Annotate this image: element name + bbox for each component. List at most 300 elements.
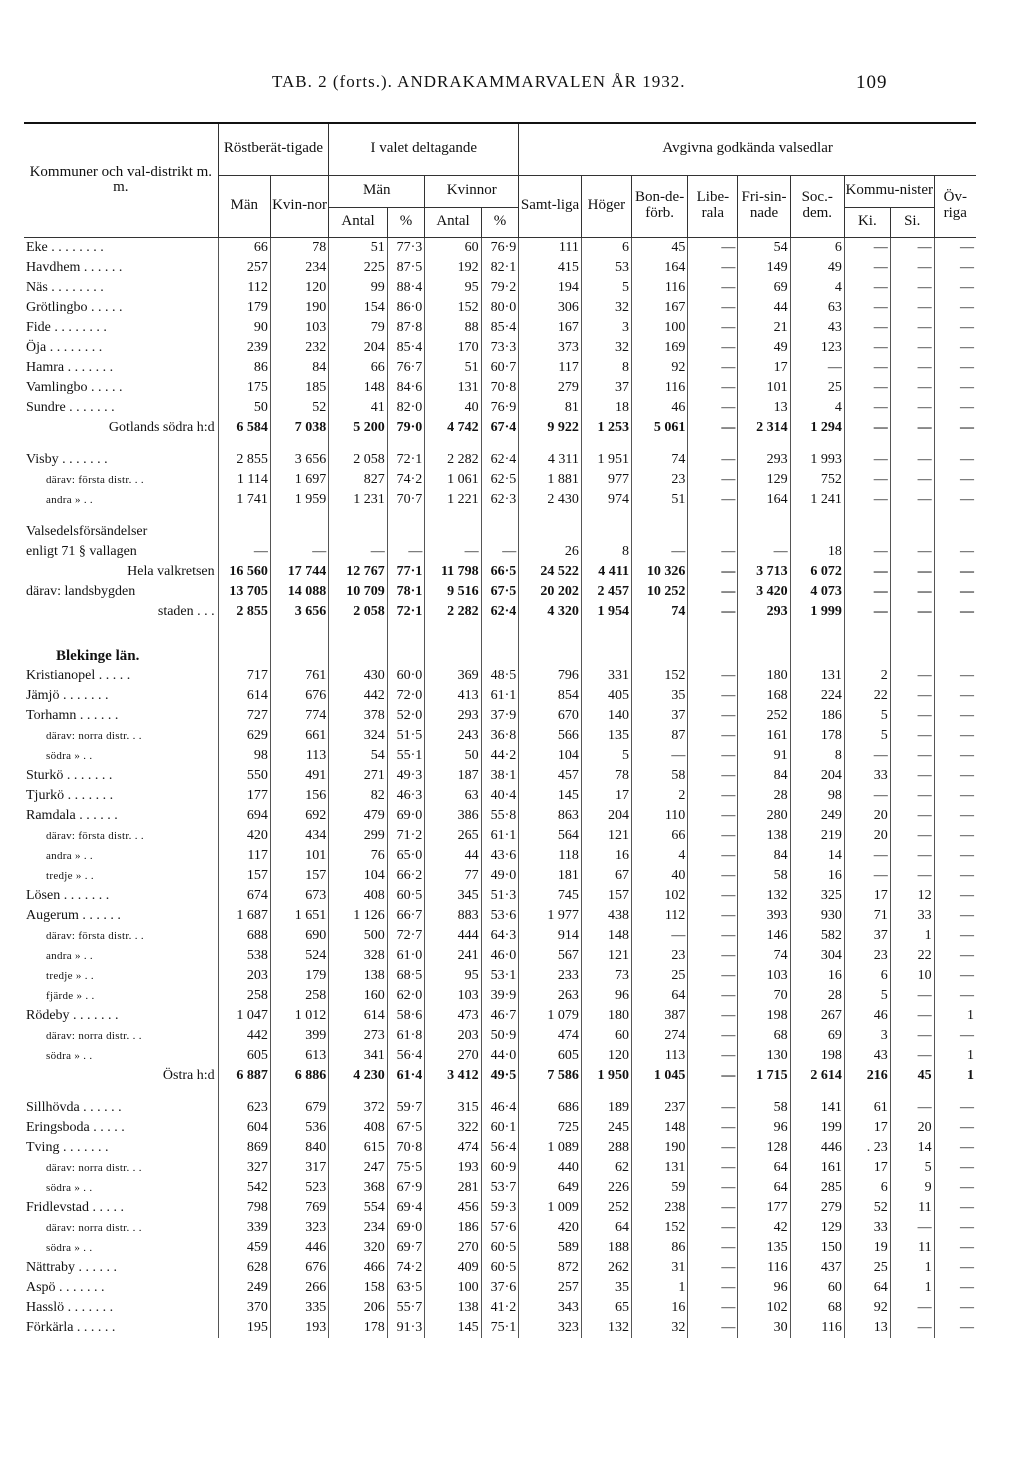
cell-col-13: —	[844, 258, 890, 278]
cell-col-11: 54	[738, 237, 790, 258]
cell-col-8: 32	[581, 298, 631, 318]
cell-col-15: —	[960, 907, 974, 923]
col-liberala: Libe-rala	[688, 175, 738, 237]
cell-col-10: —	[688, 866, 738, 886]
cell-col-3: 328	[329, 946, 387, 966]
cell-col-4: 46·3	[387, 786, 425, 806]
cell-col-1: 604	[218, 1118, 270, 1138]
cell-col-2: 761	[270, 666, 328, 686]
cell-col-1: 195	[218, 1318, 270, 1338]
cell-col-9: 58	[631, 766, 687, 786]
cell-col-13: —	[844, 278, 890, 298]
spacer-cell	[631, 622, 687, 634]
row-label: södra » . .	[24, 1046, 218, 1066]
cell-col-5: 186	[425, 1218, 481, 1238]
row-label: därav: första distr. . .	[24, 926, 218, 946]
spacer-cell	[270, 1086, 328, 1098]
table-row	[24, 1138, 976, 1158]
cell-col-3: 2 058	[329, 602, 387, 622]
cell-col-6: 82·1	[481, 258, 519, 278]
cell-col-15: —	[960, 667, 974, 683]
cell-col-15: —	[960, 583, 974, 599]
row-label: Sundre . . . . . . .	[24, 398, 218, 418]
cell-col-9: 46	[631, 398, 687, 418]
cell-col-5: 322	[425, 1118, 481, 1138]
cell-col-3: 99	[329, 278, 387, 298]
spacer-cell	[329, 510, 387, 522]
cell-col-8: 331	[581, 666, 631, 686]
cell-col-14: —	[890, 278, 934, 298]
cell-col-3: 271	[329, 766, 387, 786]
cell-col-5: 265	[425, 826, 481, 846]
cell-col-14: —	[890, 866, 934, 886]
row-label: andra » . .	[24, 490, 218, 510]
cell-col-8: 5	[581, 278, 631, 298]
cell-col-10: —	[688, 746, 738, 766]
cell-col-11: 393	[738, 906, 790, 926]
cell-col-6: 41·2	[481, 1298, 519, 1318]
spacer-cell	[631, 634, 687, 646]
cell-col-5: 243	[425, 726, 481, 746]
cell-col-13: 37	[844, 926, 890, 946]
cell-col-1: 538	[218, 946, 270, 966]
cell-col-1: 869	[218, 1138, 270, 1158]
cell-col-12: 930	[790, 906, 844, 926]
cell-col-11: 28	[738, 786, 790, 806]
table-row	[24, 522, 976, 542]
cell-col-14: —	[890, 786, 934, 806]
cell-col-8: 16	[581, 846, 631, 866]
cell-col-12: 16	[790, 966, 844, 986]
subdistrict-row	[24, 926, 976, 946]
cell-col-6: 66·5	[481, 562, 519, 582]
cell-col-10: —	[688, 1066, 738, 1086]
cell-col-10: —	[688, 602, 738, 622]
cell-col-14: —	[890, 826, 934, 846]
empty-cell	[738, 646, 790, 666]
cell-col-10: —	[688, 966, 738, 986]
cell-col-3: 615	[329, 1138, 387, 1158]
cell-col-9: 100	[631, 318, 687, 338]
cell-col-11: 161	[738, 726, 790, 746]
cell-col-9: 64	[631, 986, 687, 1006]
cell-col-12: 204	[790, 766, 844, 786]
cell-col-1: 179	[218, 298, 270, 318]
cell-col-7: 4 320	[519, 602, 582, 622]
cell-col-13: —	[844, 298, 890, 318]
spacer-cell	[270, 510, 328, 522]
cell-col-8: 121	[581, 826, 631, 846]
cell-col-3: 204	[329, 338, 387, 358]
cell-col-6: 39·9	[481, 986, 519, 1006]
cell-col-9: 238	[631, 1198, 687, 1218]
cell-col-9: 59	[631, 1178, 687, 1198]
spacer-cell	[844, 622, 890, 634]
cell-col-10: —	[688, 378, 738, 398]
spacer-cell	[218, 634, 270, 646]
table-row	[24, 1118, 976, 1138]
cell-col-11: 21	[738, 318, 790, 338]
cell-col-15: —	[960, 687, 974, 703]
cell-col-15: —	[960, 1219, 974, 1235]
cell-col-13: —	[844, 378, 890, 398]
cell-col-13: —	[844, 318, 890, 338]
cell-col-4: 59·7	[387, 1098, 425, 1118]
spacer-cell	[329, 622, 387, 634]
cell-col-15: —	[960, 927, 974, 943]
cell-col-3: —	[329, 542, 387, 562]
cell-col-11: 102	[738, 1298, 790, 1318]
cell-col-5: 170	[425, 338, 481, 358]
cell-col-4: 69·0	[387, 1218, 425, 1238]
row-label: därav: norra distr. . .	[24, 1158, 218, 1178]
cell-col-6: 62·4	[481, 602, 519, 622]
cell-col-13: 52	[844, 1198, 890, 1218]
cell-col-2: 52	[270, 398, 328, 418]
cell-col-12: 285	[790, 1178, 844, 1198]
cell-col-15: —	[960, 987, 974, 1003]
cell-col-1: 50	[218, 398, 270, 418]
cell-col-2: 3 656	[270, 450, 328, 470]
cell-col-4: 85·4	[387, 338, 425, 358]
cell-col-15: —	[960, 339, 974, 355]
cell-col-3: 341	[329, 1046, 387, 1066]
cell-col-12	[790, 522, 844, 542]
cell-col-9: 167	[631, 298, 687, 318]
row-label: Sturkö . . . . . . .	[24, 766, 218, 786]
cell-col-13: —	[844, 846, 890, 866]
cell-col-2: 676	[270, 1258, 328, 1278]
cell-col-6: 56·4	[481, 1138, 519, 1158]
cell-col-15: —	[960, 279, 974, 295]
cell-col-1: 717	[218, 666, 270, 686]
cell-col-5: 192	[425, 258, 481, 278]
cell-col-6: 51·3	[481, 886, 519, 906]
cell-col-10: —	[688, 946, 738, 966]
cell-col-13: 6	[844, 966, 890, 986]
cell-col-11: 74	[738, 946, 790, 966]
cell-col-3: 1 231	[329, 490, 387, 510]
cell-col-5: 95	[425, 278, 481, 298]
cell-col-15: —	[960, 767, 974, 783]
cell-col-13: —	[844, 746, 890, 766]
cell-col-9: 45	[631, 237, 687, 258]
cell-col-1: 1 741	[218, 490, 270, 510]
row-label: därav: första distr. . .	[24, 470, 218, 490]
spacer-cell	[519, 438, 582, 450]
cell-col-15: —	[960, 359, 974, 375]
cell-col-13: —	[844, 358, 890, 378]
cell-col-7: 24 522	[519, 562, 582, 582]
cell-col-15: —	[960, 1279, 974, 1295]
cell-col-12: 437	[790, 1258, 844, 1278]
cell-col-7: 117	[519, 358, 582, 378]
cell-col-2: 661	[270, 726, 328, 746]
spacer-cell	[519, 622, 582, 634]
spacer-cell	[481, 622, 519, 634]
cell-col-2: 179	[270, 966, 328, 986]
cell-col-10: —	[688, 1218, 738, 1238]
cell-col-10: —	[688, 766, 738, 786]
cell-col-6	[481, 522, 519, 542]
cell-col-13: —	[844, 866, 890, 886]
cell-col-12: 49	[790, 258, 844, 278]
cell-col-2: 524	[270, 946, 328, 966]
cell-col-4: 49·3	[387, 766, 425, 786]
cell-col-6: 60·5	[481, 1238, 519, 1258]
cell-col-2: 679	[270, 1098, 328, 1118]
cell-col-8: 288	[581, 1138, 631, 1158]
spacer-row	[24, 634, 976, 646]
cell-col-2: 113	[270, 746, 328, 766]
cell-col-6: 53·7	[481, 1178, 519, 1198]
cell-col-15: 1	[967, 1047, 974, 1063]
cell-col-9: 1	[631, 1278, 687, 1298]
cell-col-8: 132	[581, 1318, 631, 1338]
cell-col-10: —	[688, 1138, 738, 1158]
cell-col-5: 40	[425, 398, 481, 418]
cell-col-10: —	[688, 542, 738, 562]
cell-col-6: 75·1	[481, 1318, 519, 1338]
cell-col-6: 53·6	[481, 906, 519, 926]
cell-col-8: 37	[581, 378, 631, 398]
cell-col-10: —	[688, 1026, 738, 1046]
spacer-row	[24, 1086, 976, 1098]
empty-cell	[631, 646, 687, 666]
cell-col-5: 51	[425, 358, 481, 378]
spacer-cell	[581, 634, 631, 646]
cell-col-1: 550	[218, 766, 270, 786]
cell-col-4: 82·0	[387, 398, 425, 418]
cell-col-10	[688, 522, 738, 542]
total-row	[24, 562, 976, 582]
cell-col-6: 60·1	[481, 1118, 519, 1138]
cell-col-12: 43	[790, 318, 844, 338]
spacer-cell	[425, 438, 481, 450]
spacer-cell	[329, 634, 387, 646]
cell-col-9: 387	[631, 1006, 687, 1026]
cell-col-14: —	[890, 846, 934, 866]
cell-col-1: 605	[218, 1046, 270, 1066]
cell-col-9: 10 326	[631, 562, 687, 582]
cell-col-5	[425, 522, 481, 542]
cell-col-7: 263	[519, 986, 582, 1006]
spacer-cell	[24, 510, 218, 522]
cell-col-8: 4 411	[581, 562, 631, 582]
spacer-cell	[934, 510, 976, 522]
cell-col-9: 31	[631, 1258, 687, 1278]
spacer-row	[24, 438, 976, 450]
cell-col-5: 50	[425, 746, 481, 766]
cell-col-7: 181	[519, 866, 582, 886]
cell-col-5: 345	[425, 886, 481, 906]
cell-col-1: 2 855	[218, 450, 270, 470]
cell-col-15: —	[960, 1027, 974, 1043]
spacer-cell	[790, 438, 844, 450]
table-row	[24, 298, 976, 318]
table-row	[24, 906, 976, 926]
cell-col-14: 9	[890, 1178, 934, 1198]
subdistrict-row	[24, 1238, 976, 1258]
cell-col-11: 138	[738, 826, 790, 846]
cell-col-13: 23	[844, 946, 890, 966]
cell-col-14: —	[890, 318, 934, 338]
cell-col-1: 442	[218, 1026, 270, 1046]
cell-col-3: 158	[329, 1278, 387, 1298]
cell-col-12: 14	[790, 846, 844, 866]
cell-col-13: 6	[844, 1178, 890, 1198]
cell-col-2: 523	[270, 1178, 328, 1198]
cell-col-12: 1 999	[790, 602, 844, 622]
cell-col-7: 649	[519, 1178, 582, 1198]
cell-col-4: 65·0	[387, 846, 425, 866]
cell-col-8: 405	[581, 686, 631, 706]
cell-col-5: 203	[425, 1026, 481, 1046]
col-si: Si.	[890, 207, 934, 237]
cell-col-7: 914	[519, 926, 582, 946]
cell-col-7: 745	[519, 886, 582, 906]
cell-col-4: 86·0	[387, 298, 425, 318]
cell-col-6: 53·1	[481, 966, 519, 986]
table-row	[24, 1278, 976, 1298]
spacer-cell	[738, 1086, 790, 1098]
cell-col-3: 430	[329, 666, 387, 686]
spacer-cell	[844, 634, 890, 646]
cell-col-15: —	[960, 563, 974, 579]
cell-col-5: 1 221	[425, 490, 481, 510]
cell-col-2: 190	[270, 298, 328, 318]
cell-col-1: 258	[218, 986, 270, 1006]
spacer-cell	[270, 622, 328, 634]
cell-col-8: 977	[581, 470, 631, 490]
cell-col-2: 434	[270, 826, 328, 846]
cell-col-7: 111	[519, 237, 582, 258]
cell-col-7: 26	[519, 542, 582, 562]
spacer-cell	[631, 510, 687, 522]
row-label: Sillhövda . . . . . .	[24, 1098, 218, 1118]
spacer-cell	[481, 1086, 519, 1098]
cell-col-10: —	[688, 826, 738, 846]
cell-col-4: 66·7	[387, 906, 425, 926]
cell-col-2: 1 651	[270, 906, 328, 926]
cell-col-13: 71	[844, 906, 890, 926]
row-label: fjärde » . .	[24, 986, 218, 1006]
cell-col-9: 116	[631, 278, 687, 298]
cell-col-10: —	[688, 318, 738, 338]
spacer-row	[24, 510, 976, 522]
cell-col-10: —	[688, 666, 738, 686]
cell-col-9: 74	[631, 602, 687, 622]
cell-col-14: 1	[890, 1258, 934, 1278]
cell-col-15: —	[960, 1319, 974, 1335]
cell-col-15: —	[960, 1139, 974, 1155]
cell-col-13: 17	[844, 1118, 890, 1138]
cell-col-11: 3 420	[738, 582, 790, 602]
row-label: Tving . . . . . . .	[24, 1138, 218, 1158]
cell-col-6: 50·9	[481, 1026, 519, 1046]
spacer-cell	[738, 622, 790, 634]
row-label: Lösen . . . . . . .	[24, 886, 218, 906]
cell-col-15: —	[960, 827, 974, 843]
cell-col-11: 103	[738, 966, 790, 986]
cell-col-9: 35	[631, 686, 687, 706]
table-row	[24, 318, 976, 338]
cell-col-10: —	[688, 1118, 738, 1138]
cell-col-7: 167	[519, 318, 582, 338]
cell-col-3: 76	[329, 846, 387, 866]
cell-col-1: 629	[218, 726, 270, 746]
cell-col-5: 193	[425, 1158, 481, 1178]
row-label: Rödeby . . . . . . .	[24, 1006, 218, 1026]
cell-col-11: 96	[738, 1118, 790, 1138]
cell-col-9: 25	[631, 966, 687, 986]
cell-col-5: 1 061	[425, 470, 481, 490]
cell-col-10: —	[688, 1046, 738, 1066]
table-row	[24, 686, 976, 706]
cell-col-14: 14	[890, 1138, 934, 1158]
cell-col-12: 4	[790, 278, 844, 298]
row-label: Valsedelsförsändelser	[24, 522, 218, 542]
cell-col-6: 85·4	[481, 318, 519, 338]
cell-col-1: 798	[218, 1198, 270, 1218]
cell-col-14: —	[890, 1046, 934, 1066]
cell-col-8: 180	[581, 1006, 631, 1026]
cell-col-12: 150	[790, 1238, 844, 1258]
cell-col-7: 420	[519, 1218, 582, 1238]
cell-col-4: 63·5	[387, 1278, 425, 1298]
cell-col-12: 69	[790, 1026, 844, 1046]
cell-col-13: 17	[844, 1158, 890, 1178]
cell-col-12: 219	[790, 826, 844, 846]
row-label: Öja . . . . . . . .	[24, 338, 218, 358]
col-del-man: Män	[329, 175, 425, 207]
spacer-cell	[844, 438, 890, 450]
cell-col-11: 84	[738, 766, 790, 786]
empty-cell	[218, 646, 270, 666]
subdistrict-row	[24, 1218, 976, 1238]
spacer-cell	[790, 510, 844, 522]
cell-col-13: —	[844, 237, 890, 258]
cell-col-2: 14 088	[270, 582, 328, 602]
cell-col-1: 628	[218, 1258, 270, 1278]
col-bondeforb: Bon-de-förb.	[631, 175, 687, 237]
cell-col-2: 673	[270, 886, 328, 906]
cell-col-13: —	[844, 562, 890, 582]
cell-col-5: 152	[425, 298, 481, 318]
cell-col-11: 168	[738, 686, 790, 706]
row-label: Näs . . . . . . . .	[24, 278, 218, 298]
cell-col-13: 22	[844, 686, 890, 706]
cell-col-13: —	[844, 470, 890, 490]
spacer-cell	[790, 1086, 844, 1098]
spacer-cell	[738, 438, 790, 450]
cell-col-6: 70·8	[481, 378, 519, 398]
cell-col-10: —	[688, 1158, 738, 1178]
cell-col-13: 5	[844, 726, 890, 746]
cell-col-8: 226	[581, 1178, 631, 1198]
cell-col-10: —	[688, 1198, 738, 1218]
row-label: Hela valkretsen	[24, 562, 218, 582]
cell-col-1: 112	[218, 278, 270, 298]
cell-col-4: 55·1	[387, 746, 425, 766]
cell-col-9: 40	[631, 866, 687, 886]
cell-col-15: —	[960, 1299, 974, 1315]
cell-col-8: 8	[581, 358, 631, 378]
cell-col-13: 20	[844, 826, 890, 846]
cell-col-14: —	[890, 398, 934, 418]
cell-col-7: 457	[519, 766, 582, 786]
cell-col-6: 73·3	[481, 338, 519, 358]
